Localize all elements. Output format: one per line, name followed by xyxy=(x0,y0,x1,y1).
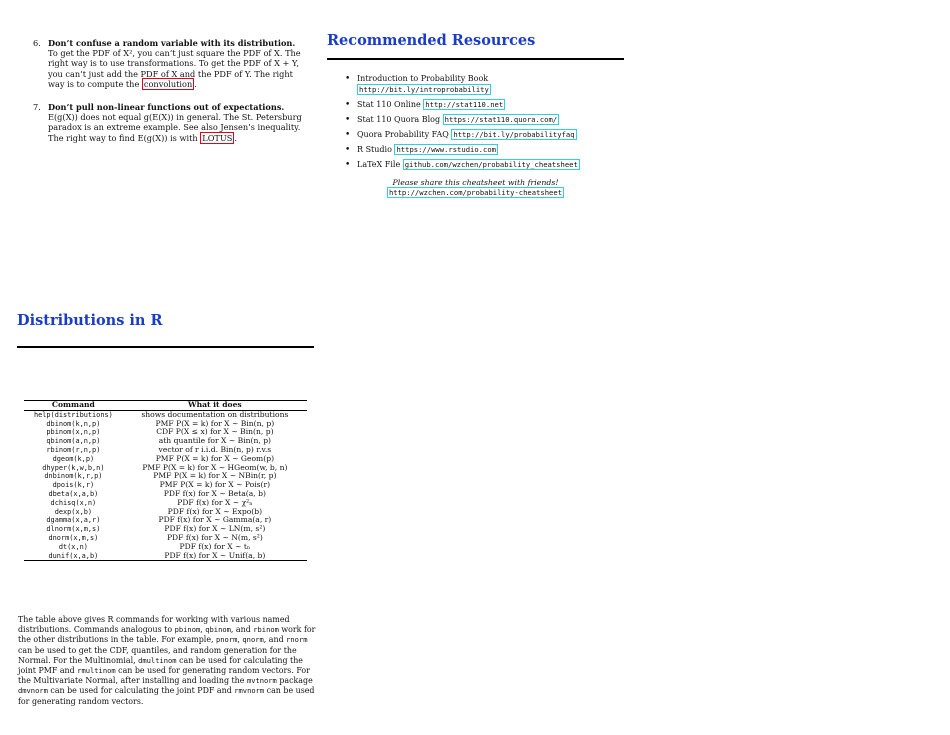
command-cell: dbinom(k,n,p) xyxy=(46,419,101,428)
distributions-table-body xyxy=(24,410,307,561)
command-cell: dgamma(x,a,r) xyxy=(46,516,101,525)
description-cell: PMF P(X = k) for X ∼ HGeom(w, b, n) xyxy=(142,462,288,472)
tip-body-end: . xyxy=(234,132,238,143)
command-cell: dt(x,n) xyxy=(58,542,88,551)
tip-body: To get the PDF of X², you can’t just square the PDF of X. The right way is to use transformations. To get the PDF of X + Y, you can’t just add the PDF of X and the PDF of Y. The right way is to compute the xyxy=(48,48,301,89)
lotus-link[interactable]: LOTUS xyxy=(202,132,233,143)
paragraph-text: The table above gives R commands for working with various named distributions. Commands analogous to xyxy=(18,615,290,635)
command-cell: dunif(x,a,b) xyxy=(24,552,123,561)
description-cell: vector of r i.i.d. Bin(n, p) r.v.s xyxy=(158,444,272,454)
paragraph-text: package xyxy=(276,676,313,686)
distributions-heading-rule xyxy=(17,346,314,348)
tip-number: 7. xyxy=(33,102,41,113)
table-row xyxy=(24,525,307,534)
command-cell: dchisq(x,n) xyxy=(50,498,97,507)
paragraph-text: can be used to get the CDF, quantiles, and random generation for the Normal. For the Multinomial, xyxy=(18,645,297,665)
distributions-table xyxy=(24,400,307,561)
inline-code: rbinom xyxy=(253,625,279,635)
description-cell: PDF f(x) for X ∼ Beta(a, b) xyxy=(163,488,266,498)
description-cell: PDF f(x) for X ∼ tₙ xyxy=(179,541,251,551)
command-cell: dgeom(k,p) xyxy=(52,454,95,463)
share-link[interactable]: http://wzchen.com/probability-cheatsheet xyxy=(388,188,563,197)
description-cell: shows documentation on distributions xyxy=(141,409,289,419)
resource-label: Introduction to Probability Book xyxy=(357,74,489,83)
inline-code: mvtnorm xyxy=(246,676,277,686)
paragraph-text: can be used for calculating the joint PMF and xyxy=(18,655,303,676)
resource-label: LaTeX File xyxy=(357,159,401,169)
distributions-paragraph xyxy=(18,615,318,707)
distributions-heading: Distributions in R xyxy=(17,312,163,329)
inline-code: qbinom xyxy=(205,625,231,635)
inline-code: rnorm xyxy=(286,635,308,645)
command-cell: rbinom(r,n,p) xyxy=(46,445,101,454)
description-cell: PDF f(x) for X ∼ N(m, s²) xyxy=(166,532,263,542)
resource-item xyxy=(345,115,645,126)
command-cell: dnbinom(k,r,p) xyxy=(44,472,103,481)
resources-list xyxy=(345,74,645,175)
resources-heading: Recommended Resources xyxy=(327,32,536,49)
paragraph-text: can be used for calculating the joint PDF and xyxy=(47,686,235,696)
resource-label: Stat 110 Quora Blog xyxy=(357,114,441,124)
paragraph-text: , and xyxy=(263,635,287,645)
tip-body: E(g(X)) does not equal g(E(X)) in general. The St. Petersburg paradox is an extreme example. See also Jensen’s inequality. The right way to find E(g(X)) is with xyxy=(48,112,302,143)
description-cell: PMF P(X = k) for X ∼ Pois(r) xyxy=(159,480,271,490)
convolution-link[interactable]: convolution xyxy=(143,78,193,89)
resource-label: Quora Probability FAQ xyxy=(357,129,449,139)
resource-link[interactable]: https://www.rstudio.com xyxy=(396,144,496,154)
tips-list xyxy=(33,38,308,156)
column-header: What it does xyxy=(123,401,307,411)
resource-label: Stat 110 Online xyxy=(357,99,421,109)
description-cell: PDF f(x) for X ∼ Expo(b) xyxy=(167,506,263,516)
table-row xyxy=(24,552,307,561)
share-note xyxy=(327,178,624,198)
command-cell: dpois(k,r) xyxy=(52,481,95,490)
command-cell: dlnorm(x,m,s) xyxy=(46,525,101,534)
tip-item xyxy=(33,38,308,89)
paragraph-text: , and xyxy=(230,625,254,635)
description-cell: PDF f(x) for X ∼ Gamma(a, r) xyxy=(158,515,272,525)
inline-code: qnorm xyxy=(242,635,264,645)
table-header-row xyxy=(24,401,307,411)
tip-title: Don’t pull non-linear functions out of expectations. xyxy=(48,102,285,113)
tip-item xyxy=(33,102,308,143)
resource-item xyxy=(345,74,645,95)
paragraph-text: can be used for generating random vectors. xyxy=(18,686,315,706)
inline-code: dmvnorm xyxy=(18,686,48,696)
resource-label: R Studio xyxy=(357,144,392,154)
resources-heading-rule xyxy=(327,58,624,60)
command-cell: pbinom(x,n,p) xyxy=(46,428,101,437)
description-cell: CDF P(X ≤ x) for X ∼ Bin(n, p) xyxy=(156,427,274,437)
command-cell: dhyper(k,w,b,n) xyxy=(42,463,105,472)
inline-code: pnorm xyxy=(216,635,238,645)
resource-item xyxy=(345,100,645,111)
tip-title: Don’t confuse a random variable with its distribution. xyxy=(48,38,296,48)
tip-number: 6. xyxy=(33,38,41,48)
resource-link[interactable]: http://bit.ly/introprobability xyxy=(359,84,489,94)
command-cell: qbinom(a,n,p) xyxy=(46,437,101,446)
table-row xyxy=(24,534,307,543)
description-cell: PMF P(X = k) for X ∼ Bin(n, p) xyxy=(155,418,275,428)
resource-link[interactable]: http://bit.ly/probabilityfaq xyxy=(453,129,575,139)
share-text: Please share this cheatsheet with friends! xyxy=(392,178,559,187)
table-row xyxy=(24,490,307,499)
paragraph-text: , xyxy=(237,635,243,645)
resource-item xyxy=(345,130,645,141)
table-row xyxy=(24,499,307,508)
inline-code: rmultinom xyxy=(77,666,116,676)
inline-code: pbinom xyxy=(174,625,201,635)
description-cell: ath quantile for X ∼ Bin(n, p) xyxy=(158,436,272,446)
inline-code: rmvnorm xyxy=(234,686,265,696)
paragraph-text: work for the other distributions in the table. For example, xyxy=(18,625,316,645)
description-cell: PDF f(x) for X ∼ Unif(a, b) xyxy=(123,552,307,561)
resource-link[interactable]: http://stat110.net xyxy=(425,99,504,109)
description-cell: PMF P(X = k) for X ∼ Geom(p) xyxy=(155,453,275,463)
paragraph-text: can be used for generating random vectors. For the Multivariate Normal, after installing and loading the xyxy=(18,666,310,686)
paragraph-text: , xyxy=(200,625,206,635)
tip-body-end: . xyxy=(194,78,197,89)
description-cell: PDF f(x) for X ∼ LN(m, s²) xyxy=(164,524,266,534)
description-cell: PDF f(x) for X ∼ χ²ₙ xyxy=(177,497,253,507)
resource-link[interactable]: https://stat110.quora.com/ xyxy=(444,114,558,124)
inline-code: dmultinom xyxy=(138,655,177,665)
resource-item xyxy=(345,160,645,171)
column-header: Command xyxy=(24,401,123,411)
description-cell: PMF P(X = k) for X ∼ NBin(r, p) xyxy=(153,471,277,481)
resource-item xyxy=(345,145,645,156)
command-cell: help(distributions) xyxy=(33,410,113,419)
command-cell: dnorm(x,m,s) xyxy=(48,533,99,542)
command-cell: dbeta(x,a,b) xyxy=(48,489,99,498)
command-cell: dexp(x,b) xyxy=(54,507,93,516)
resource-link[interactable]: github.com/wzchen/probability_cheatsheet xyxy=(404,159,578,169)
